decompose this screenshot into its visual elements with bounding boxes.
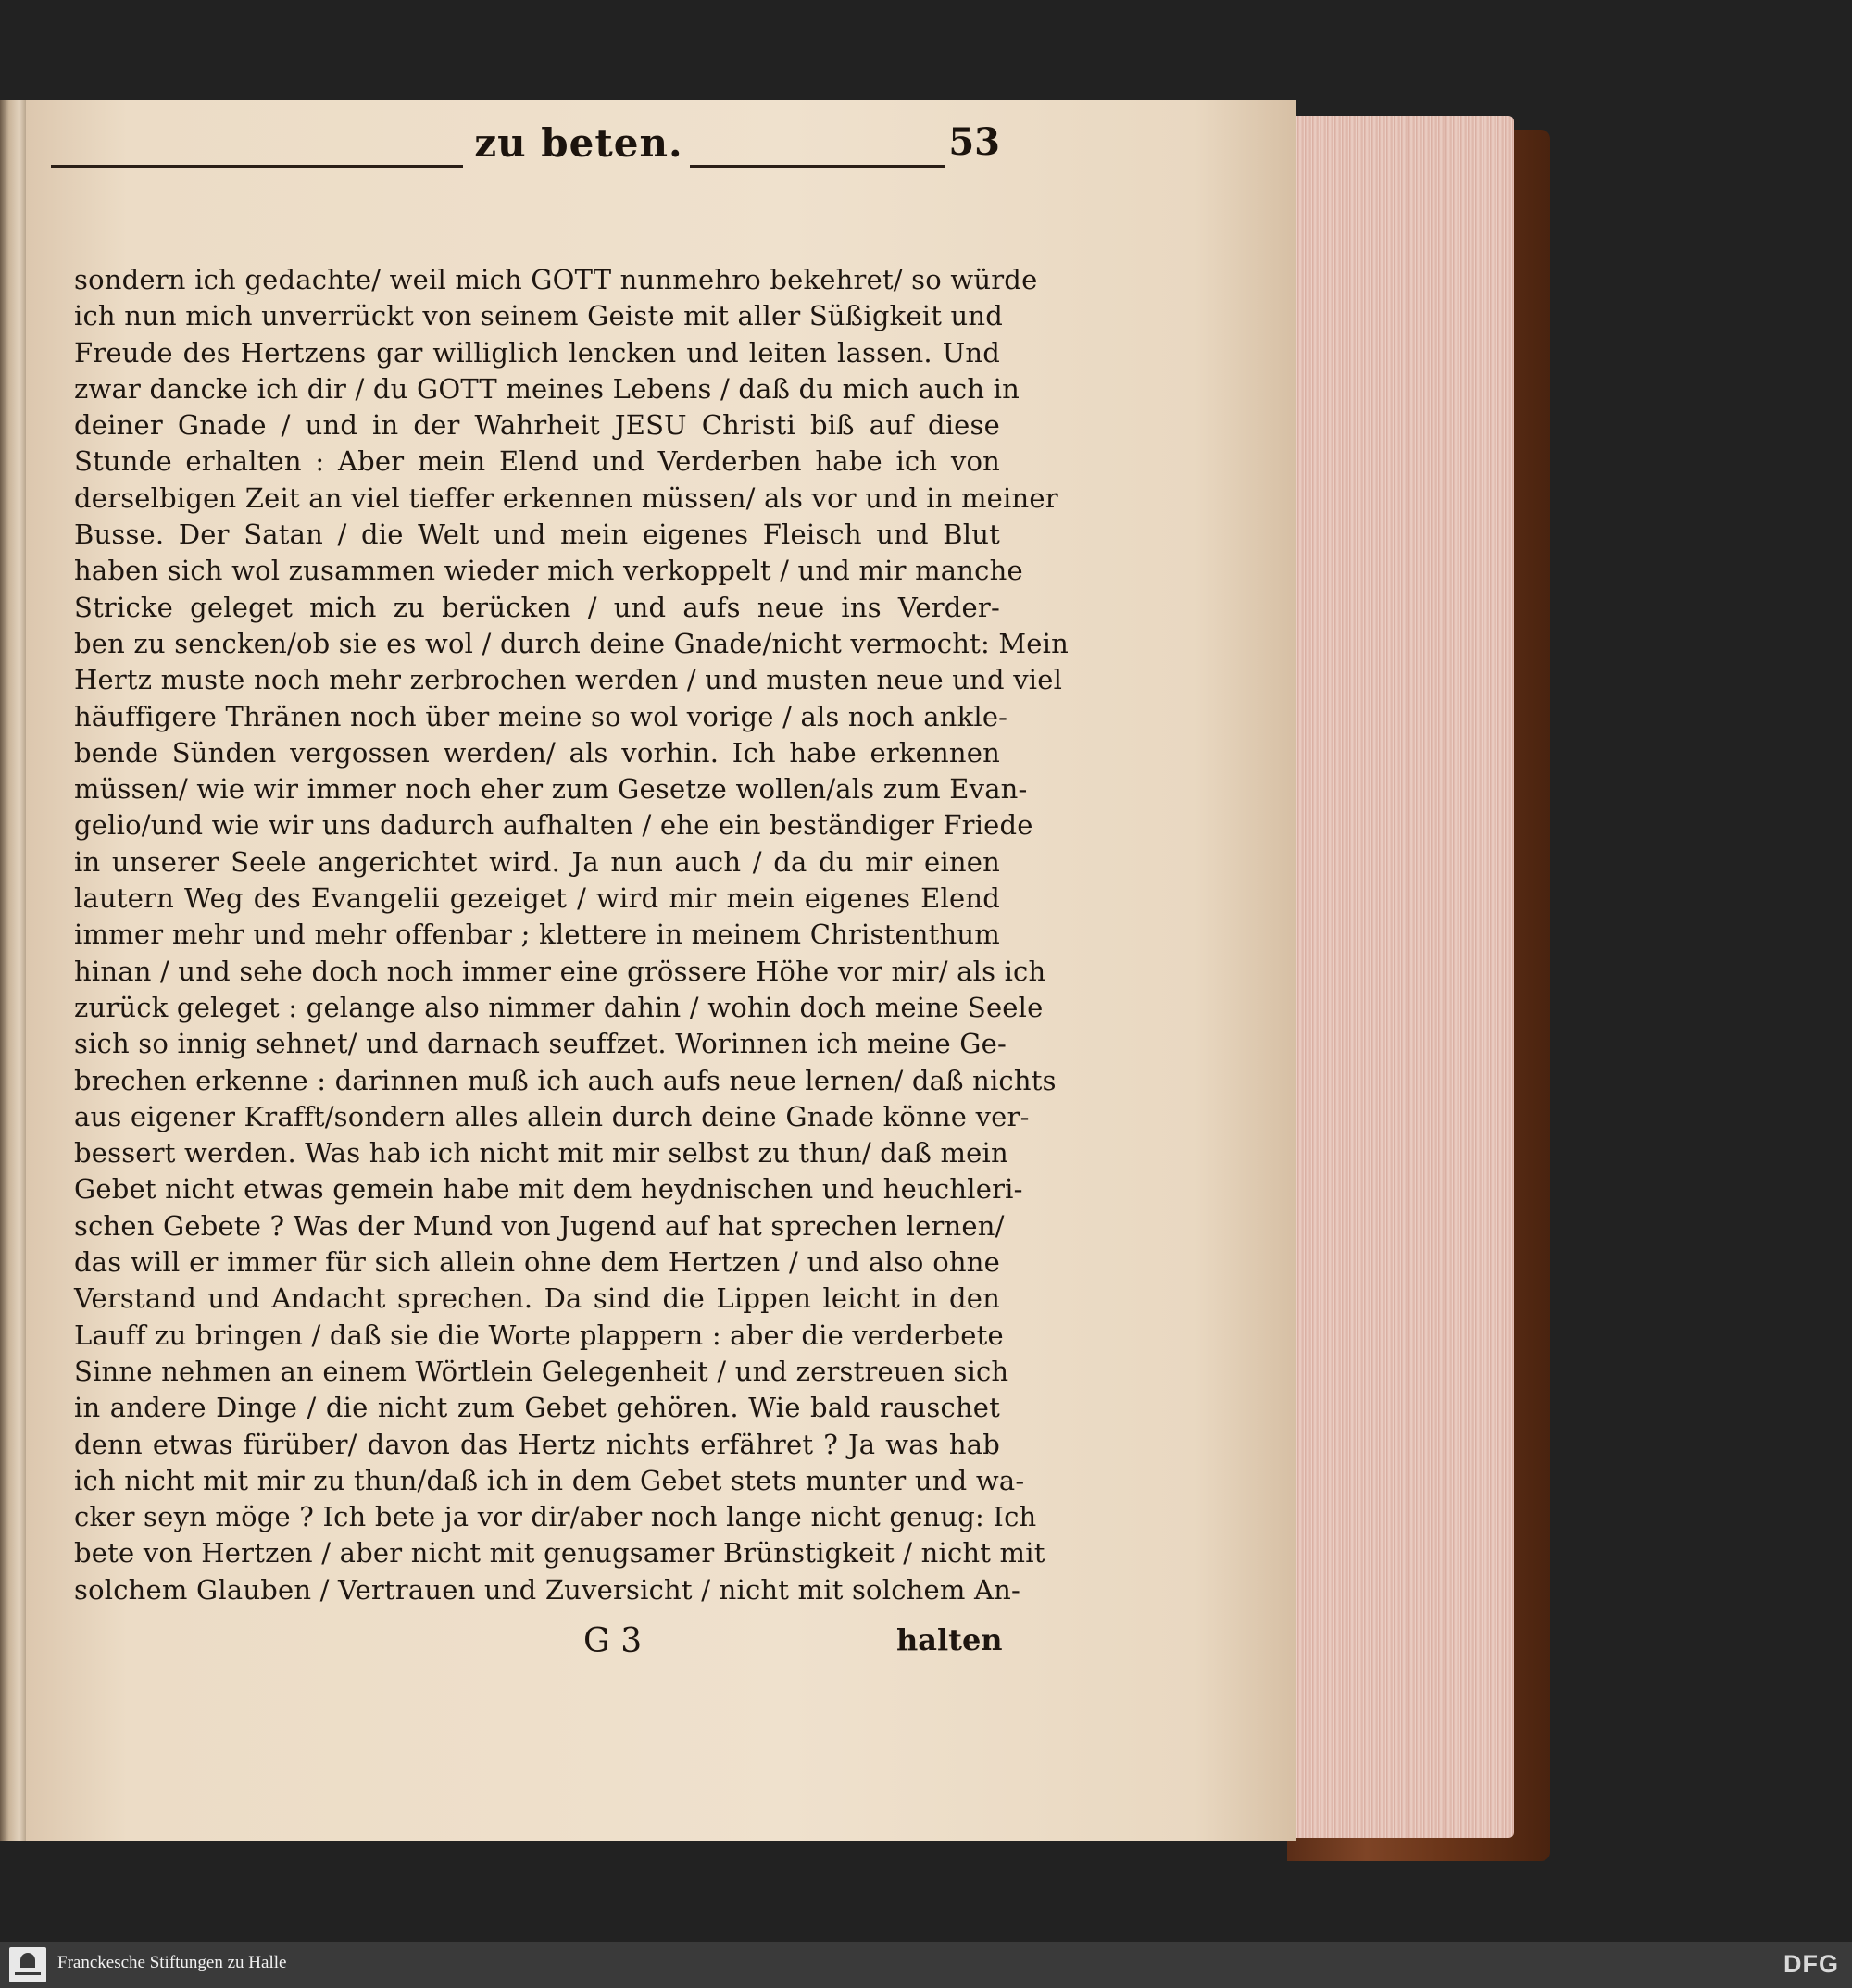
head-rule-right (690, 165, 945, 168)
text-line: cker seyn möge ? Ich bete ja vor dir/aber noch lange nicht genug: Ich (74, 1501, 1037, 1533)
page-number: 53 (948, 120, 1000, 164)
text-line: solchem Glauben / Vertrauen und Zuversicht / nicht mit solchem An- (74, 1573, 1021, 1606)
text-line: häuffigere Thränen noch über meine so wol vorige / als noch ankle- (74, 700, 1008, 732)
text-line: schen Gebete ? Was der Mund von Jugend auf hat sprechen lernen/ (74, 1209, 1005, 1242)
signature-mark: G 3 (583, 1622, 643, 1660)
catchword: halten (896, 1622, 1003, 1657)
text-line: ich nun mich unverrückt von seinem Geiste mit aller Süßigkeit und (74, 300, 1003, 332)
text-line: gelio/und wie wir uns dadurch aufhalten / ehe ein beständiger Friede (74, 809, 1033, 842)
text-line: sondern ich gedachte/ weil mich GOTT nunmehro bekehret/ so würde (74, 264, 1038, 295)
footer-bar (0, 1942, 1852, 1988)
running-head (51, 120, 1000, 176)
page-block-edges (1283, 116, 1514, 1838)
text-line: in andere Dinge / die nicht zum Gebet gehören. Wie bald rauschet (74, 1392, 1000, 1424)
text-line: derselbigen Zeit an viel tieffer erkennen müssen/ als vor und in meiner (74, 481, 1058, 514)
text-line: Lauff zu bringen / daß sie die Worte plappern : aber die verderbete (74, 1319, 1004, 1351)
text-line: hinan / und sehe doch noch immer eine grössere Höhe vor mir/ als ich (74, 955, 1046, 987)
text-line: sich so innig sehnet/ und darnach seuffzet. Worinnen ich meine Ge- (74, 1028, 1007, 1060)
text-line: Verstand und Andacht sprechen. Da sind die Lippen leicht in den (74, 1282, 1000, 1315)
text-line: müssen/ wie wir immer noch eher zum Gesetze wollen/als zum Evan- (74, 773, 1028, 806)
text-line: bende Sünden vergossen werden/ als vorhin. Ich habe erkennen (74, 736, 1000, 769)
head-rule-left (51, 165, 463, 168)
text-line: bete von Hertzen / aber nicht mit genugsamer Brünstigkeit / nicht mit (74, 1537, 1045, 1569)
text-line: denn etwas fürüber/ davon das Hertz nichts erfähret ? Ja was hab (74, 1428, 1000, 1460)
text-line: das will er immer für sich allein ohne dem Hertzen / und also ohne (74, 1246, 1000, 1279)
text-line: zwar dancke ich dir / du GOTT meines Lebens / daß du mich auch in (74, 372, 1020, 405)
text-line: Busse. Der Satan / die Welt und mein eigenes Fleisch und Blut (74, 519, 1000, 551)
text-line: bessert werden. Was hab ich nicht mit mir selbst zu thun/ daß mein (74, 1137, 1008, 1169)
text-line: Hertz muste noch mehr zerbrochen werden / und musten neue und viel (74, 664, 1063, 696)
left-page-edge (0, 100, 26, 1841)
text-line: zurück geleget : gelange also nimmer dahin / wohin doch meine Seele (74, 991, 1044, 1023)
body-text (74, 262, 1069, 1608)
institution-name[interactable]: Franckesche Stiftungen zu Halle (57, 1953, 287, 1972)
text-line: aus eigener Krafft/sondern alles allein durch deine Gnade könne ver- (74, 1100, 1030, 1132)
text-line: in unserer Seele angerichtet wird. Ja nun auch / da du mir einen (74, 845, 1000, 878)
text-line: Gebet nicht etwas gemein habe mit dem heydnischen und heuchleri- (74, 1173, 1023, 1206)
text-line: haben sich wol zusammen wieder mich verkoppelt / und mir manche (74, 555, 1023, 587)
text-line: immer mehr und mehr offenbar ; klettere in meinem Christenthum (74, 919, 1000, 951)
dfg-logo[interactable]: DFG (1783, 1950, 1839, 1978)
text-line: deiner Gnade / und in der Wahrheit JESU Christi biß auf diese (74, 409, 1000, 442)
text-line: ich nicht mit mir zu thun/daß ich in dem Gebet stets munter und wa- (74, 1464, 1025, 1496)
text-line: brechen erkenne : darinnen muß ich auch aufs neue lernen/ daß nichts (74, 1064, 1057, 1096)
text-line: Sinne nehmen an einem Wörtlein Gelegenheit / und zerstreuen sich (74, 1355, 1009, 1387)
text-line: Stricke geleget mich zu berücken / und aufs neue ins Verder- (74, 591, 1000, 623)
text-line: Stunde erhalten : Aber mein Elend und Verderben habe ich von (74, 445, 1000, 478)
running-title: zu beten. (474, 120, 683, 166)
text-line: Freude des Hertzens gar williglich lencken und leiten lassen. Und (74, 336, 1000, 369)
text-line: ben zu sencken/ob sie es wol / durch deine Gnade/nicht vermocht: Mein (74, 627, 1069, 659)
institution-logo-icon[interactable] (9, 1947, 46, 1982)
text-line: lautern Weg des Evangelii gezeiget / wird mir mein eigenes Elend (74, 882, 1000, 915)
